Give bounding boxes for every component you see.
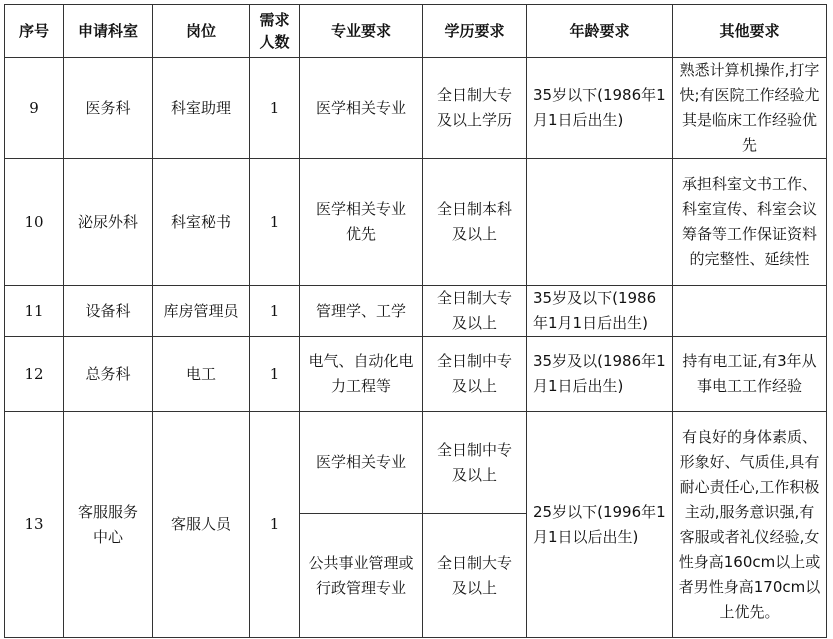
cell-dept: 客服服务中心 [64, 412, 153, 638]
cell-other: 熟悉计算机操作,打字快;有医院工作经验尤其是临床工作经验优先 [673, 58, 827, 159]
cell-other: 承担科室文书工作、科室宣传、科室会议筹备等工作保证资料的完整性、延续性 [673, 159, 827, 286]
header-row [5, 5, 827, 58]
table-row [5, 337, 827, 412]
cell-major: 电气、自动化电力工程等 [300, 337, 423, 412]
cell-age: 35岁及以(1986年1月1日后出生) [527, 337, 673, 412]
cell-count: 1 [250, 58, 300, 159]
cell-edu: 全日制大专及以上 [423, 514, 527, 638]
cell-post: 客服人员 [153, 412, 250, 638]
cell-other [673, 286, 827, 337]
cell-edu: 全日制中专及以上 [423, 337, 527, 412]
cell-age [527, 159, 673, 286]
cell-dept: 总务科 [64, 337, 153, 412]
header-cell-other: 其他要求 [673, 5, 827, 58]
cell-major: 管理学、工学 [300, 286, 423, 337]
cell-dept: 医务科 [64, 58, 153, 159]
cell-post: 科室秘书 [153, 159, 250, 286]
cell-dept: 泌尿外科 [64, 159, 153, 286]
cell-edu: 全日制大专及以上学历 [423, 58, 527, 159]
header-cell-dept: 申请科室 [64, 5, 153, 58]
header-cell-major: 专业要求 [300, 5, 423, 58]
cell-count: 1 [250, 159, 300, 286]
header-cell-age: 年龄要求 [527, 5, 673, 58]
recruitment-table [4, 4, 827, 638]
cell-major: 医学相关专业优先 [300, 159, 423, 286]
cell-no: 11 [5, 286, 64, 337]
cell-major: 医学相关专业 [300, 412, 423, 514]
cell-no: 9 [5, 58, 64, 159]
cell-no: 12 [5, 337, 64, 412]
table-row [5, 58, 827, 159]
cell-edu: 全日制大专及以上 [423, 286, 527, 337]
cell-post: 库房管理员 [153, 286, 250, 337]
cell-dept: 设备科 [64, 286, 153, 337]
cell-edu: 全日制中专及以上 [423, 412, 527, 514]
header-cell-no: 序号 [5, 5, 64, 58]
cell-other: 有良好的身体素质、形象好、气质佳,具有耐心责任心,工作积极主动,服务意识强,有客服或者礼仪经验,女性身高160cm以上或者男性身高170cm以上优先。 [673, 412, 827, 638]
cell-count: 1 [250, 286, 300, 337]
cell-count: 1 [250, 337, 300, 412]
cell-major: 公共事业管理或行政管理专业 [300, 514, 423, 638]
cell-age: 35岁及以下(1986年1月1日后出生) [527, 286, 673, 337]
table-row [5, 412, 827, 514]
header-cell-post: 岗位 [153, 5, 250, 58]
cell-edu: 全日制本科及以上 [423, 159, 527, 286]
table-row [5, 286, 827, 337]
table-row [5, 159, 827, 286]
cell-post: 科室助理 [153, 58, 250, 159]
cell-no: 10 [5, 159, 64, 286]
cell-count: 1 [250, 412, 300, 638]
header-cell-count: 需求人数 [250, 5, 300, 58]
cell-major: 医学相关专业 [300, 58, 423, 159]
cell-age: 25岁以下(1996年1月1日以后出生) [527, 412, 673, 638]
cell-no: 13 [5, 412, 64, 638]
cell-age: 35岁以下(1986年1月1日后出生) [527, 58, 673, 159]
cell-post: 电工 [153, 337, 250, 412]
header-cell-edu: 学历要求 [423, 5, 527, 58]
cell-other: 持有电工证,有3年从事电工工作经验 [673, 337, 827, 412]
